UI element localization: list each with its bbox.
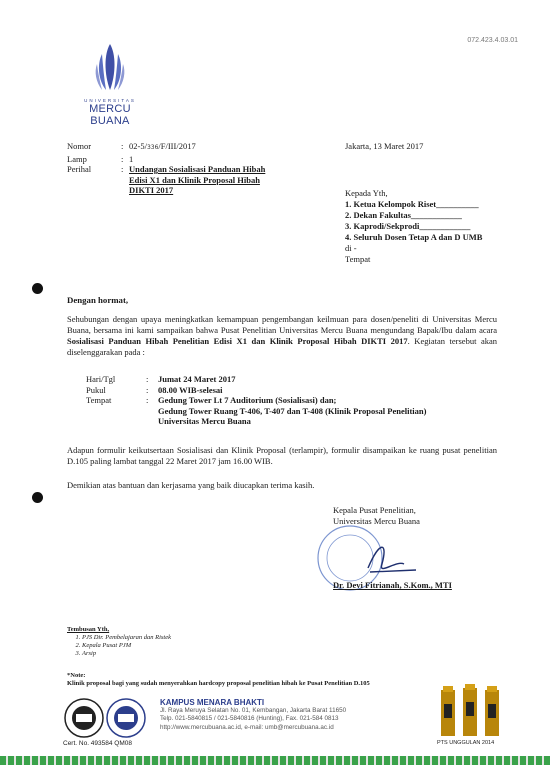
logo-name-text: MERCU BUANA: [89, 103, 131, 127]
certificate-number: Cert. No. 493584 QM08: [63, 740, 133, 747]
event-date-label: Hari/Tgl: [86, 374, 116, 384]
signature-title-2: Universitas Mercu Buana: [333, 516, 420, 526]
perihal-label: Perihal: [67, 164, 92, 174]
recipient-item: 2. Dekan Fakultas____________: [345, 210, 462, 220]
tembusan-block: [67, 626, 171, 658]
event-time-value: 08.00 WIB-selesai: [158, 384, 223, 395]
tembusan-list: [67, 634, 171, 658]
event-place-value: Universitas Mercu Buana: [158, 416, 251, 426]
nomor-value: 02-5/336/F/III/2017: [129, 141, 196, 151]
footer-phone: Telp. 021-5840815 / 021-5840816 (Hunting), Fax. 021-584 0813: [160, 715, 339, 723]
signature-title-1: Kepala Pusat Penelitian,: [333, 505, 416, 515]
lamp-value: 1: [129, 153, 134, 164]
body-paragraph-1: Sehubungan dengan upaya meningkatkan kemampuan pengembangan keilmuan para dosen/peneliti di Universitas Mercu Buana, bersama ini kami sampaikan bahwa Pusat Penelitian Universitas Mercu Buana mengundang Bapak/Ibu dalam acara Sosialisasi Panduan Hibah Penelitian Edisi X1 dan Klinik Proposal Hibah DIKTI 2017. Kegiatan tersebut akan diselenggarakan pada :: [67, 314, 498, 357]
nomor-label: Nomor: [67, 141, 92, 151]
certification-logos-icon: [64, 697, 154, 739]
recipient-item: 4. Seluruh Dosen Tetap A dan D UMB: [345, 232, 483, 242]
footer-color-bar: [0, 756, 550, 765]
university-logo: [68, 40, 152, 127]
list-item: 3. Arsip: [82, 650, 171, 658]
list-item: 2. Kepala Pusat PJM: [82, 642, 171, 650]
note-block: [67, 672, 370, 688]
note-heading: *Note:: [67, 672, 86, 679]
footer-web: http://www.mercubuana.ac.id, e-mail: umb@mercubuana.ac.id: [160, 723, 334, 731]
event-place-label: Tempat: [86, 395, 112, 405]
recipients-intro: Kepada Yth,: [345, 188, 388, 198]
footer-address-line: Jl. Raya Meruya Selatan No. 01, Kembangan, Jakarta Barat 11650: [160, 707, 347, 715]
list-item: 1. PJS Dir. Pembelajaran dan Ristek: [82, 634, 171, 642]
nomor-handwritten: 336: [146, 144, 159, 151]
letter-meta: Nomor : 02-5/336/F/III/2017 Lamp : 1 Perihal : Undangan Sosialisasi Panduan Hibah Edisi X1 dan Klinik Proposal Hibah DIKTI 2017: [67, 141, 266, 195]
signer-name: Dr. Devi Fitrianah, S.Kom., MTI: [333, 580, 452, 590]
event-details: Hari/Tgl : Jumat 24 Maret 2017 Pukul : 08.00 WIB-selesai Tempat : Gedung Tower Lt 7 Auditorium (Sosialisasi) dan; Gedung Tower Ruang T-406, T-407 dan T-408 (Klinik Proposal Penelitian) Universitas Mercu Buana: [86, 374, 427, 426]
awards-caption: PTS UNGGULAN 2014: [437, 740, 495, 746]
punch-hole-icon: [32, 492, 43, 503]
place-date: Jakarta, 13 Maret 2017: [345, 141, 424, 151]
greeting: Dengan hormat,: [67, 295, 129, 305]
body-paragraph-2: Adapun formulir keikutsertaan Sosialisasi dan Klinik Proposal (terlampir), formulir disampaikan ke ruang pusat penelitian D.105 paling lambat tanggal 22 Maret 2017 jam 16.00 WIB.: [67, 445, 497, 466]
footer-address: [160, 699, 346, 732]
punch-hole-icon: [32, 283, 43, 294]
event-place-value: Gedung Tower Lt 7 Auditorium (Sosialisasi) dan;: [158, 395, 337, 405]
event-time-label: Pukul: [86, 384, 106, 395]
note-text: Klinik proposal bagi yang sudah menyerahkan hardcopy proposal penelitian hibah ke Pusat Penelitian D.105: [67, 680, 370, 687]
mercu-buana-emblem-icon: [92, 40, 128, 96]
document-code: 072.423.4.03.01: [467, 37, 518, 44]
logo-university-text: UNIVERSITAS: [84, 98, 136, 103]
footer-title: KAMPUS MENARA BHAKTI: [160, 698, 265, 707]
event-place-value: Gedung Tower Ruang T-406, T-407 dan T-408 (Klinik Proposal Penelitian): [158, 405, 427, 416]
body-paragraph-3: Demikian atas bantuan dan kerjasama yang baik diucapkan terima kasih.: [67, 480, 315, 490]
recipient-item: 3. Kaprodi/Sekprodi____________: [345, 221, 471, 231]
recipients-di: di -: [345, 243, 357, 253]
recipients: [345, 188, 482, 265]
award-trophies-icon: [435, 684, 505, 740]
perihal-value: Undangan Sosialisasi Panduan Hibah Edisi X1 dan Klinik Proposal Hibah DIKTI 2017: [129, 164, 266, 195]
tembusan-heading: Tembusan Yth,: [67, 626, 110, 633]
lamp-label: Lamp: [67, 153, 87, 164]
recipient-item: 1. Ketua Kelompok Riset__________: [345, 199, 479, 209]
event-date-value: Jumat 24 Maret 2017: [158, 374, 236, 384]
recipients-tempat: Tempat: [345, 254, 371, 264]
